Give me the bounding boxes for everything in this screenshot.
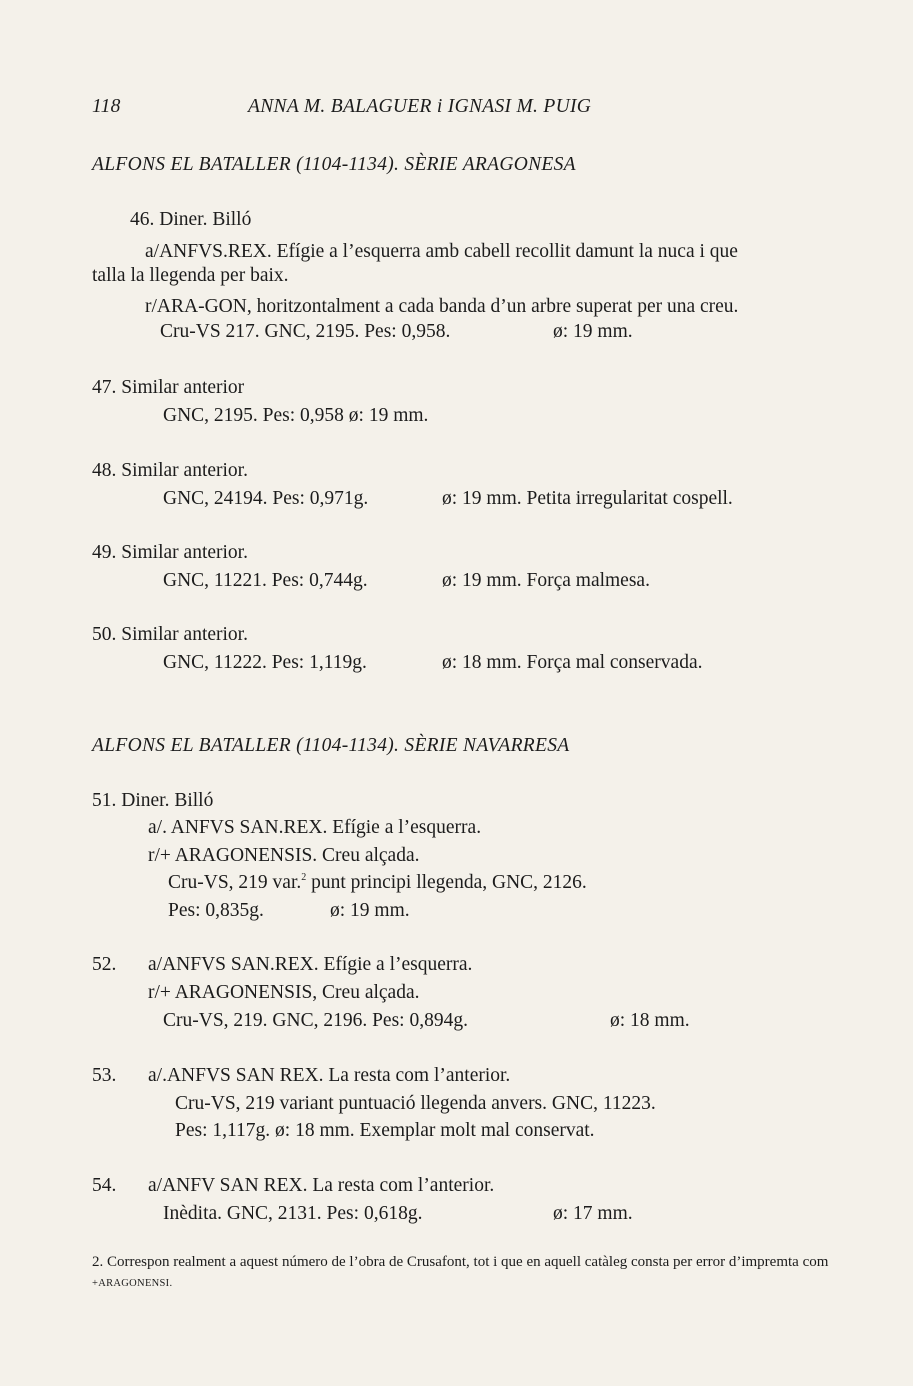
entry-51-reverse: r/+ ARAGONENSIS. Creu alçada. — [148, 845, 420, 866]
section-title-navarresa: ALFONS EL BATALLER (1104-1134). SÈRIE NAVARRESA — [92, 735, 570, 756]
entry-46-reverse: r/ARA-GON, horitzontalment a cada banda d’un arbre superat per una creu. — [145, 296, 739, 317]
entry-52-ref: Cru-VS, 219. GNC, 2196. Pes: 0,894g. — [163, 1010, 468, 1031]
entry-47-ref: GNC, 2195. Pes: 0,958 ø: 19 mm. — [163, 405, 429, 426]
page-number: 118 — [92, 96, 121, 117]
entry-54-diameter: ø: 17 mm. — [553, 1203, 633, 1224]
footnote-text: 2. Correspon realment a aquest número de l’obra de Crusafont, tot i que en aquell catàleg consta per error d’impremta com — [92, 1254, 829, 1270]
entry-50-ref: GNC, 11222. Pes: 1,119g. — [163, 652, 367, 673]
entry-52-number: 52. — [92, 954, 117, 975]
entry-46-title: 46. Diner. Billó — [130, 209, 252, 230]
entry-48-title: 48. Similar anterior. — [92, 460, 248, 481]
footnote-ref-2: 2 — [301, 872, 307, 883]
entry-53-ref: Cru-VS, 219 variant puntuació llegenda anvers. GNC, 11223. — [175, 1093, 656, 1114]
entry-52-obverse: a/ANFVS SAN.REX. Efígie a l’esquerra. — [148, 954, 473, 975]
entry-48-diameter: ø: 19 mm. Petita irregularitat cospell. — [442, 488, 733, 509]
footnote-smallcaps: +ARAGONENSI. — [92, 1278, 173, 1289]
entry-49-title: 49. Similar anterior. — [92, 542, 248, 563]
entry-51-title: 51. Diner. Billó — [92, 790, 214, 811]
entry-54-obverse: a/ANFV SAN REX. La resta com l’anterior. — [148, 1175, 495, 1196]
entry-50-title: 50. Similar anterior. — [92, 624, 248, 645]
entry-49-ref: GNC, 11221. Pes: 0,744g. — [163, 570, 368, 591]
entry-47-title: 47. Similar anterior — [92, 377, 245, 398]
running-title: ANNA M. BALAGUER i IGNASI M. PUIG — [248, 96, 592, 117]
section-title-aragonesa: ALFONS EL BATALLER (1104-1134). SÈRIE ARAGONESA — [92, 154, 576, 175]
entry-46-obverse: a/ANFVS.REX. Efígie a l’esquerra amb cabell recollit damunt la nuca i que — [145, 241, 738, 262]
entry-46-ref: Cru-VS 217. GNC, 2195. Pes: 0,958. — [160, 321, 451, 342]
entry-50-diameter: ø: 18 mm. Força mal conservada. — [442, 652, 703, 673]
entry-54-ref: Inèdita. GNC, 2131. Pes: 0,618g. — [163, 1203, 423, 1224]
entry-48-ref: GNC, 24194. Pes: 0,971g. — [163, 488, 369, 509]
entry-52-reverse: r/+ ARAGONENSIS, Creu alçada. — [148, 982, 420, 1003]
entry-53-weight: Pes: 1,117g. ø: 18 mm. Exemplar molt mal conservat. — [175, 1120, 595, 1141]
entry-51-ref-cont: punt principi llegenda, GNC, 2126. — [306, 872, 587, 893]
entry-52-diameter: ø: 18 mm. — [610, 1010, 690, 1031]
entry-53-obverse: a/.ANFVS SAN REX. La resta com l’anterior. — [148, 1065, 511, 1086]
footnote-2 — [92, 1252, 832, 1294]
entry-51-ref — [168, 873, 587, 893]
entry-51-ref-text: Cru-VS, 219 var. — [168, 872, 302, 893]
entry-46-diameter: ø: 19 mm. — [553, 321, 633, 342]
entry-46-obverse-cont: talla la llegenda per baix. — [92, 265, 289, 286]
entry-49-diameter: ø: 19 mm. Força malmesa. — [442, 570, 650, 591]
entry-51-weight: Pes: 0,835g. — [168, 900, 264, 921]
entry-51-diameter: ø: 19 mm. — [330, 900, 410, 921]
entry-51-obverse: a/. ANFVS SAN.REX. Efígie a l’esquerra. — [148, 817, 482, 838]
entry-54-number: 54. — [92, 1175, 117, 1196]
entry-53-number: 53. — [92, 1065, 117, 1086]
